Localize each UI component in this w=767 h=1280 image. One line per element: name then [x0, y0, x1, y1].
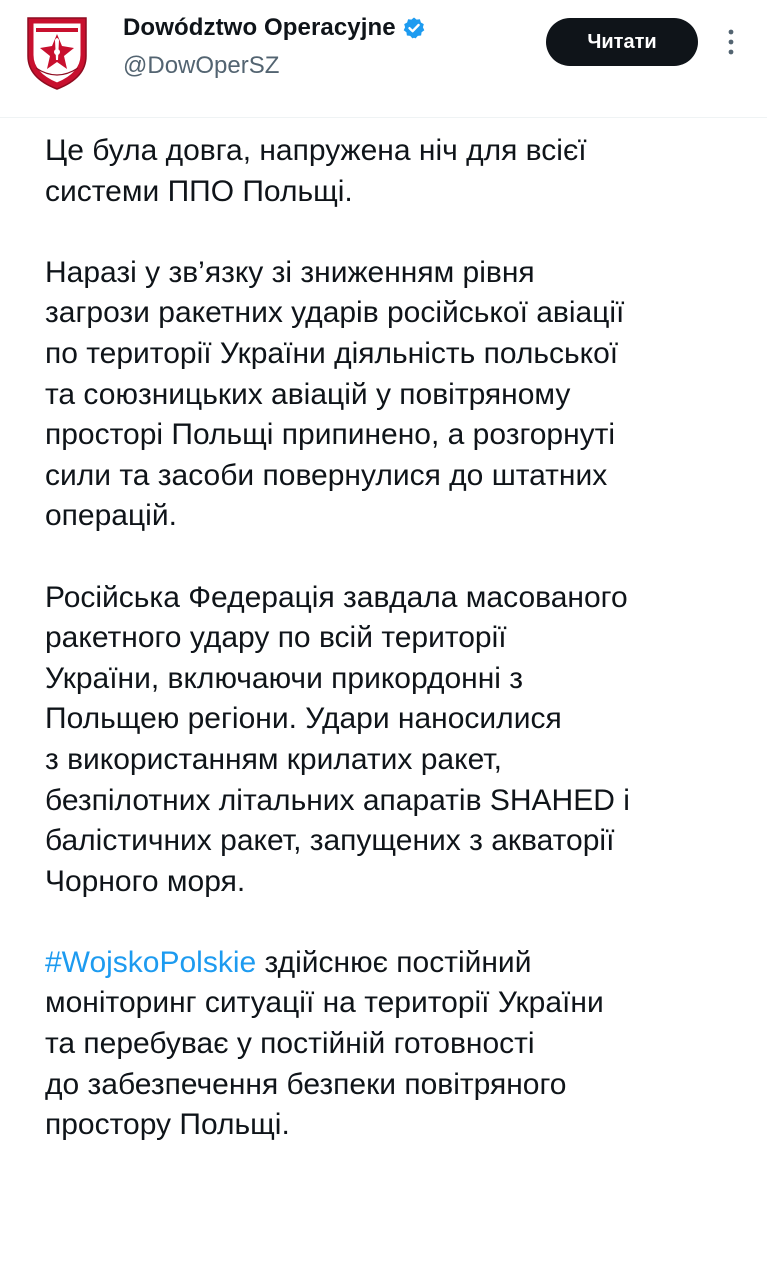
more-vertical-icon[interactable]: [721, 24, 741, 60]
text-line: по території України діяльність польської: [45, 336, 619, 370]
text-line: сили та засоби повернулися до штатних: [45, 458, 608, 492]
text-line: [45, 943, 745, 984]
text-fragment: здійснює постійний: [256, 945, 532, 979]
tweet-text: [45, 131, 745, 1186]
account-handle[interactable]: @DowOperSZ: [123, 52, 280, 79]
text-line: ракетного удару по всій території: [45, 621, 507, 655]
text-line: моніторинг ситуації на території України: [45, 986, 604, 1020]
display-name[interactable]: Dowództwo Operacyjne: [123, 14, 396, 41]
text-line: загрози ракетних ударів російської авіації: [45, 296, 625, 330]
text-line: та союзницьких авіацій у повітряному: [45, 377, 571, 411]
text-line: до забезпечення безпеки повітряного: [45, 1067, 567, 1101]
text-line: системи ППО Польщі.: [45, 174, 353, 208]
text-line: операцій.: [45, 499, 177, 533]
text-line: Це була довга, напружена ніч для всієї: [45, 134, 587, 167]
tweet-header: [0, 0, 767, 118]
text-line: Російська Федерація завдала масованого: [45, 580, 628, 614]
text-line: з використанням крилатих ракет,: [45, 742, 503, 776]
header-divider: [0, 117, 767, 118]
shield-emblem-icon[interactable]: [22, 12, 92, 92]
text-line: Чорного моря.: [45, 864, 246, 898]
text-line: балістичних ракет, запущених з акваторії: [45, 824, 615, 858]
text-line: та перебуває у постійній готовності: [45, 1027, 535, 1061]
tweet-paragraph-1: [45, 131, 745, 212]
verified-badge-icon: [402, 16, 426, 40]
follow-button[interactable]: Читати: [546, 18, 698, 66]
text-line: безпілотних літальних апаратів SHAHED і: [45, 783, 630, 817]
name-row: [123, 14, 426, 42]
tweet-paragraph-3: [45, 578, 745, 903]
tweet-paragraph-2: [45, 253, 745, 537]
text-line: простору Польщі.: [45, 1108, 290, 1142]
hashtag-link[interactable]: #WojskoPolskie: [45, 945, 257, 979]
text-line: Польщею регіони. Удари наносилися: [45, 702, 562, 736]
text-line: України, включаючи прикордонні з: [45, 661, 524, 695]
text-line: просторі Польщі припинено, а розгорнуті: [45, 418, 616, 452]
text-line: Наразі у зв’язку зі зниженням рівня: [45, 255, 535, 289]
tweet-paragraph-4: [45, 943, 745, 1146]
